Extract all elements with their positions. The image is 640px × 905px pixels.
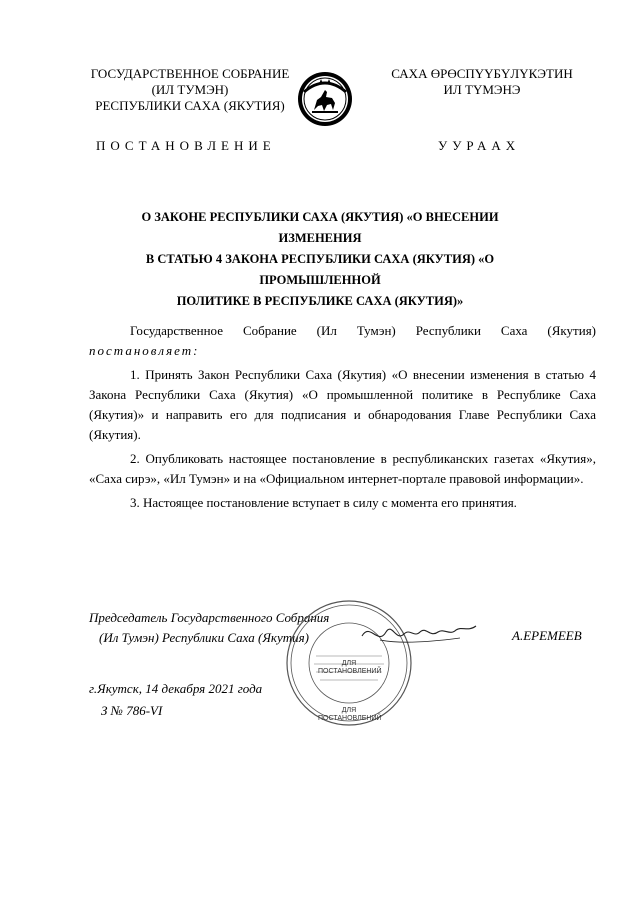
signatory-name: А.ЕРЕМЕЕВ bbox=[512, 628, 582, 643]
place-date-line: г.Якутск, 14 декабря 2021 года bbox=[89, 681, 263, 696]
header-right-line: ИЛ ТҮМЭНЭ bbox=[443, 82, 521, 97]
header-right-line: САХА ӨРӨСПҮҮБҮЛҮКЭТИН bbox=[391, 66, 573, 81]
title-line: В СТАТЬЮ 4 ЗАКОНА РЕСПУБЛИКИ САХА (ЯКУТИЯ) «О ПРОМЫШЛЕННОЙ bbox=[145, 252, 495, 287]
signatory-position-line: Председатель Государственного Собрания bbox=[89, 610, 330, 625]
title-line: О ЗАКОНЕ РЕСПУБЛИКИ САХА (ЯКУТИЯ) «О ВНЕСЕНИИ ИЗМЕНЕНИЯ bbox=[141, 210, 499, 245]
doc-type-yakut: УУРААХ bbox=[438, 138, 521, 153]
body-item-1: 1. Принять Закон Республики Саха (Якутия) «О внесении изменения в статью 4 Закона Республики Саха (Якутия) «О промышленной политике в Республике Саха (Якутия)» и направить его для подписания и обнародования Главе Республики Саха (Якутия). bbox=[89, 367, 596, 442]
body-item-3: 3. Настоящее постановление вступает в силу с момента его принятия. bbox=[130, 495, 517, 510]
stamp-label-bottom: ДЛЯ ПОСТАНОВЛЕНИЙ bbox=[318, 707, 382, 722]
signatory-position-line: (Ил Тумэн) Республики Саха (Якутия) bbox=[99, 630, 309, 645]
place-and-date bbox=[89, 678, 262, 722]
header-left-line: ГОСУДАРСТВЕННОЕ СОБРАНИЕ bbox=[90, 66, 290, 81]
header-right bbox=[372, 66, 592, 98]
doc-type-russian: ПОСТАНОВЛЕНИЕ bbox=[96, 138, 276, 153]
document-number: З № 786-VI bbox=[101, 703, 163, 718]
stamp-label-top: ДЛЯ bbox=[341, 660, 357, 667]
header-left-line: (ИЛ ТУМЭН) bbox=[151, 82, 229, 97]
coat-of-arms-emblem bbox=[296, 70, 354, 128]
stamp-label-mid: ПОСТАНОВЛЕНИЙ bbox=[318, 668, 382, 675]
document-title bbox=[110, 207, 530, 312]
body-item-2: 2. Опубликовать настоящее постановление в республиканских газетах «Якутия», «Саха сирэ», «Ил Тумэн» и на «Официальном интернет-портале правовой информации». bbox=[89, 451, 596, 486]
body-postanovlyaet: постановляет: bbox=[89, 343, 200, 358]
header-left bbox=[70, 66, 310, 114]
title-line: ПОЛИТИКЕ В РЕСПУБЛИКЕ САХА (ЯКУТИЯ)» bbox=[176, 294, 464, 308]
body-intro: Государственное Собрание (Ил Тумэн) Республики Саха (Якутия) bbox=[130, 323, 596, 338]
header-left-line: РЕСПУБЛИКИ САХА (ЯКУТИЯ) bbox=[95, 98, 285, 113]
document-body bbox=[89, 321, 596, 513]
handwritten-signature bbox=[360, 612, 480, 652]
